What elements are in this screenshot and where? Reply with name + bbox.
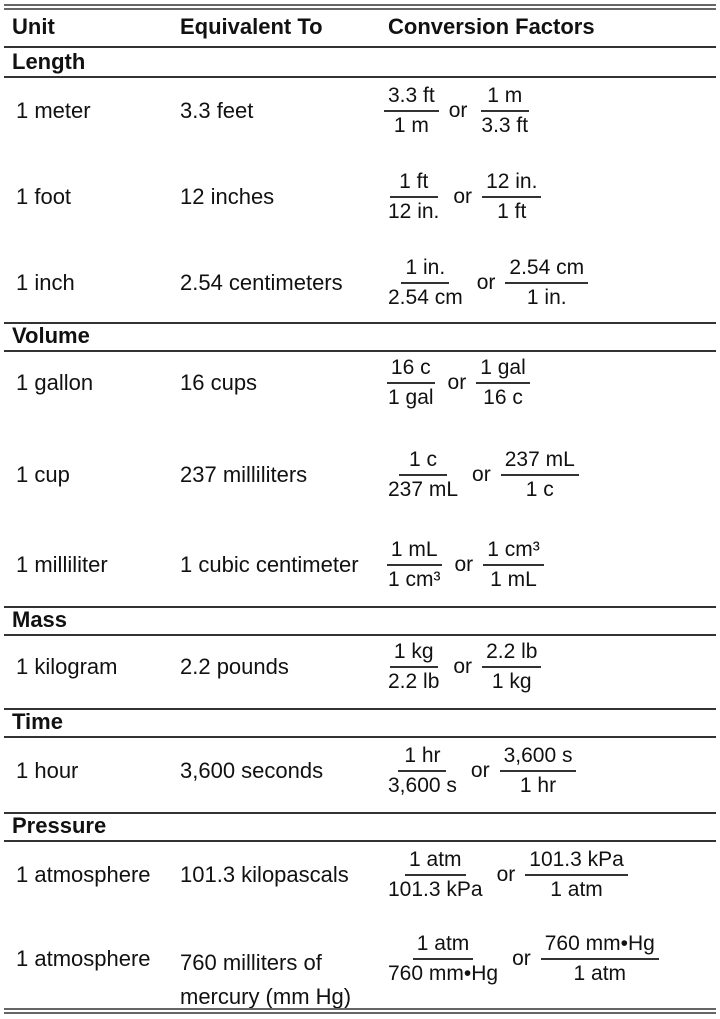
conversion-factors [384,932,659,986]
denominator: 101.3 kPa [388,878,483,901]
conversion-factors [384,848,628,902]
section-divider [4,812,716,814]
header-unit: Unit [12,14,55,39]
numerator: 3.3 ft [384,84,439,112]
table-bottom-border [4,1008,716,1014]
or-label: or [447,371,467,394]
numerator: 1 cm³ [483,538,544,566]
header-equivalent: Equivalent To [180,14,323,39]
row-equivalent: 2.54 centimeters [180,270,343,295]
row-equivalent: 2.2 pounds [180,654,289,679]
or-label: or [453,655,473,678]
section-title-pressure: Pressure [12,813,107,838]
denominator: 1 atm [573,962,627,985]
fraction [500,744,577,798]
numerator: 1 m [481,84,529,112]
section-divider [4,606,716,608]
denominator: 1 hr [519,774,557,797]
row-unit: 1 atmosphere [16,946,151,971]
row-equivalent: 237 milliliters [180,462,308,487]
fraction [476,356,530,410]
or-label: or [512,947,531,970]
section-divider [4,322,716,324]
row-equivalent: 3,600 seconds [180,758,324,783]
fraction [477,84,532,138]
or-label: or [448,99,468,122]
row-equivalent: 3.3 feet [180,98,254,123]
fraction [384,538,445,592]
numerator: 3,600 s [500,744,577,772]
numerator: 1 atm [405,848,466,876]
fraction [482,170,541,224]
fraction [384,84,439,138]
fraction [384,640,443,694]
numerator: 1 hr [398,744,446,772]
numerator: 760 mm•Hg [541,932,659,960]
row-equivalent: 760 milliters of mercury (mm Hg) [180,950,352,1009]
denominator: 237 mL [388,478,459,501]
fraction [384,356,438,410]
denominator: 1 ft [497,200,527,223]
or-label: or [472,463,491,486]
conversion-factors [384,170,541,224]
denominator: 1 cm³ [388,568,441,591]
fraction [501,448,579,502]
fraction [505,256,588,310]
numerator: 1 in. [401,256,449,284]
numerator: 1 atm [413,932,474,960]
numerator: 1 ft [390,170,438,198]
section-title-length: Length [12,49,86,74]
table-top-border [4,4,716,10]
fraction [525,848,628,902]
row-unit: 1 meter [16,98,91,123]
conversion-factors [384,256,588,310]
numerator: 1 gal [476,356,530,384]
denominator: 2.54 cm [388,286,463,309]
row-equivalent: 101.3 kilopascals [180,862,349,887]
row-equivalent: 1 cubic centimeter [180,552,359,577]
row-unit: 1 inch [16,270,75,295]
numerator: 1 kg [390,640,438,668]
numerator: 1 mL [387,538,442,566]
numerator: 2.54 cm [505,256,588,284]
conversion-factors [384,356,530,410]
or-label: or [453,185,473,208]
conversion-factors [384,640,541,694]
denominator: 1 mL [490,568,537,591]
numerator: 101.3 kPa [525,848,628,876]
row-unit: 1 milliliter [16,552,108,577]
section-divider [4,708,716,710]
or-label: or [454,553,474,576]
denominator: 1 in. [526,286,567,309]
conversion-factors [384,448,579,502]
row-unit: 1 atmosphere [16,862,151,887]
denominator: 2.2 lb [388,670,440,693]
or-label: or [496,863,516,886]
conversion-factors [384,84,532,138]
fraction [384,256,467,310]
denominator: 3.3 ft [481,114,529,137]
numerator: 237 mL [501,448,579,476]
fraction [483,538,544,592]
fraction [541,932,659,986]
header-conversion: Conversion Factors [388,14,595,39]
numerator: 1 c [399,448,447,476]
fraction [384,170,443,224]
section-divider [4,76,716,78]
section-divider [4,634,716,636]
numerator: 2.2 lb [482,640,541,668]
section-title-volume: Volume [12,323,90,348]
section-title-time: Time [12,709,63,734]
denominator: 3,600 s [388,774,457,797]
row-unit: 1 kilogram [16,654,118,679]
numerator: 12 in. [482,170,541,198]
fraction [482,640,541,694]
fraction [384,932,502,986]
or-label: or [476,271,496,294]
section-title-mass: Mass [12,607,68,632]
denominator: 1 c [525,478,554,501]
header-divider [4,46,716,48]
section-divider [4,736,716,738]
fraction [384,448,462,502]
or-label: or [470,759,490,782]
denominator: 1 atm [550,878,603,901]
denominator: 12 in. [388,200,440,223]
denominator: 16 c [483,386,523,409]
fraction [384,848,487,902]
fraction [384,744,461,798]
section-divider [4,840,716,842]
conversion-factors [384,744,576,798]
section-divider [4,350,716,352]
conversion-factors [384,538,544,592]
row-unit: 1 gallon [16,370,94,395]
row-unit: 1 foot [16,184,72,209]
denominator: 1 gal [388,386,434,409]
row-equivalent: 12 inches [180,184,275,209]
denominator: 1 m [393,114,429,137]
denominator: 760 mm•Hg [388,962,499,985]
row-unit: 1 hour [16,758,79,783]
row-equivalent: 16 cups [180,370,258,395]
row-unit: 1 cup [16,462,70,487]
numerator: 16 c [387,356,435,384]
denominator: 1 kg [491,670,532,693]
